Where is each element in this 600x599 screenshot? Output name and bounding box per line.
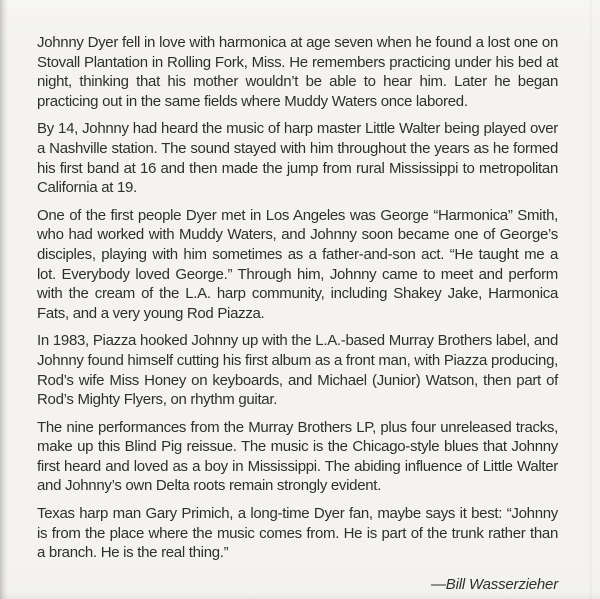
scan-edge-right	[589, 0, 593, 599]
paragraph-george-smith: One of the first people Dyer met in Los Angeles was George “Harmonica” Smith, who had worked with Muddy Waters, and Johnny soon became one of George’s disciples, playing with him sometimes as a father-and-son act. “He taught me a lot. Everybody loved George.” Through him, Johnny came to meet and perform with the cream of the L.A. harp community, including Shakey Jake, Harmonica Fats, and a very young Rod Piazza.	[37, 206, 558, 322]
paragraph-blind-pig-reissue: The nine performances from the Murray Brothers LP, plus four unreleased tracks, make up this Blind Pig reissue. The music is the Chicago-style blues that Johnny first heard and loved as a boy in Mississippi. The abiding influence of Little Walter and Johnny’s own Delta roots remain strongly evident.	[37, 418, 558, 495]
paragraph-gary-primich-quote: Texas harp man Gary Primich, a long-time Dyer fan, maybe says it best: “Johnny is from the place where the music comes from. He is part of the trunk rather than a branch. He is the real thing.”	[37, 505, 558, 562]
paragraph-murray-brothers: In 1983, Piazza hooked Johnny up with the L.A.-based Murray Brothers label, and Johnny found himself cutting his first album as a front man, with Piazza producing, Rod’s wife Miss Honey on keyboards, and Michael (Junior) Watson, then part of Rod’s Mighty Flyers, on rhythm guitar.	[37, 332, 558, 409]
liner-notes-text	[37, 33, 558, 599]
paragraph-little-walter: By 14, Johnny had heard the music of harp master Little Walter being played over a Nashville station. The sound stayed with him throughout the years as he formed his first band at 16 and then made the jump from rural Mississippi to metropolitan California at 19.	[37, 120, 558, 197]
scan-edge-left	[0, 0, 8, 599]
paragraph-childhood: Johnny Dyer fell in love with harmonica at age seven when he found a lost one on Stovall Plantation in Rolling Fork, Miss. He remembers practicing under his bed at night, thinking that his mother wouldn’t be able to hear him. Later he began practicing out in the same fields where Muddy Waters once labored.	[37, 34, 558, 110]
author-signature: —Bill Wasserzieher	[431, 575, 558, 593]
